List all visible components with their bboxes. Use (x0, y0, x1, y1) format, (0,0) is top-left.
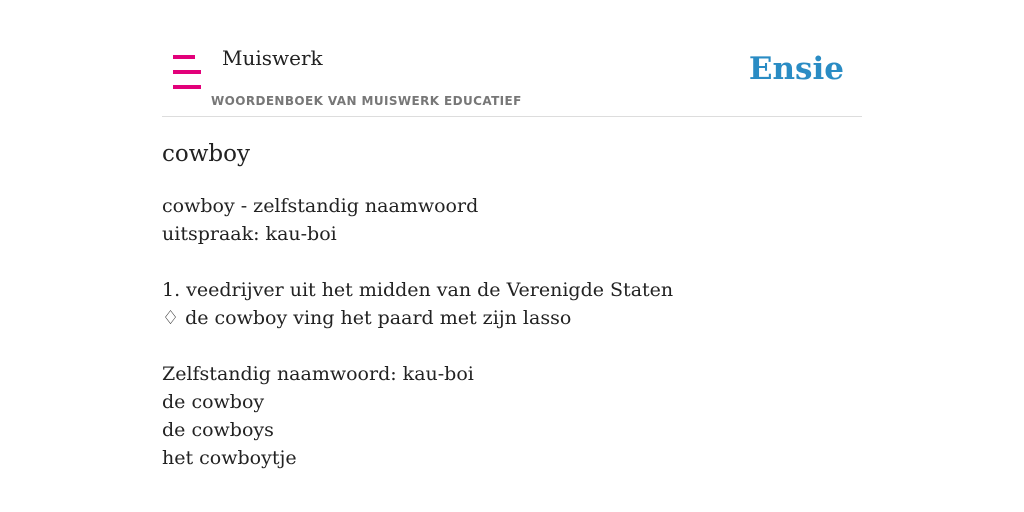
site-header (162, 0, 862, 117)
entry-definition (162, 192, 862, 472)
muiswerk-logo-icon[interactable] (173, 55, 201, 89)
entry-line (162, 332, 862, 360)
entry-line: het cowboytje (162, 447, 297, 469)
logo-bar (173, 85, 201, 89)
page-title: cowboy (162, 141, 250, 167)
entry-line: de cowboys (162, 419, 274, 441)
entry-line: uitspraak: kau-boi (162, 223, 337, 245)
brand-subtitle: WOORDENBOEK VAN MUISWERK EDUCATIEF (211, 94, 522, 108)
logo-bar (173, 70, 201, 74)
entry-line: ♢ de cowboy ving het paard met zijn lasso (162, 307, 572, 329)
entry-line: 1. veedrijver uit het midden van de Verenigde Staten (162, 279, 674, 301)
brand-name[interactable]: Muiswerk (222, 46, 323, 70)
ensie-site-link[interactable]: Ensie (748, 51, 844, 87)
entry-line: de cowboy (162, 391, 265, 413)
logo-bar (173, 55, 195, 59)
entry-line: Zelfstandig naamwoord: kau-boi (162, 363, 474, 385)
entry-line: cowboy - zelfstandig naamwoord (162, 195, 479, 217)
entry-line (162, 248, 862, 276)
